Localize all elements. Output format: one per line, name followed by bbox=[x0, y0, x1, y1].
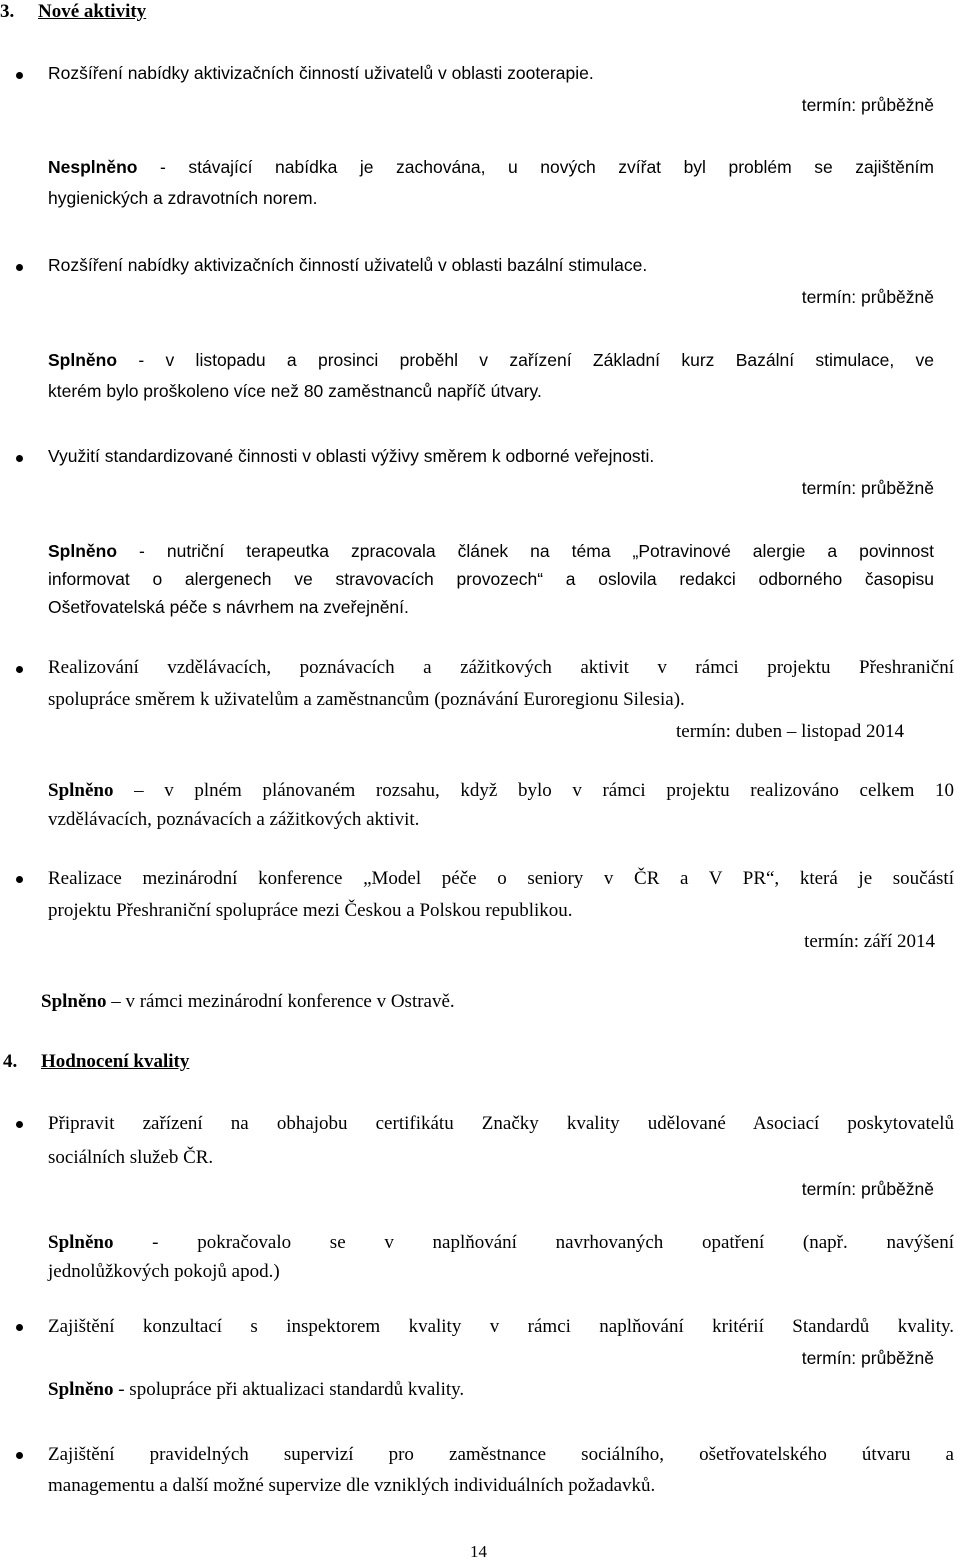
result-text: - nutriční terapeutka zpracovala článek na téma „Potravinové alergie a povinnost bbox=[117, 541, 934, 561]
item-deadline: termín: průběžně bbox=[801, 478, 934, 498]
result-text: – v plném plánovaném rozsahu, když bylo v rámci projektu realizováno celkem 10 bbox=[113, 780, 954, 801]
section-number: 3. bbox=[0, 1, 15, 22]
bullet-icon bbox=[16, 1121, 23, 1128]
section-3-heading bbox=[0, 2, 146, 21]
item-deadline: termín: září 2014 bbox=[804, 931, 935, 952]
item-result bbox=[48, 781, 954, 800]
status-label: Splněno bbox=[48, 541, 118, 561]
item-text-cont: managementu a další možné supervize dle vzniklých individuálních požadavků. bbox=[48, 1475, 656, 1496]
item-deadline: termín: průběžně bbox=[801, 1179, 934, 1199]
item-deadline: termín: duben – listopad 2014 bbox=[676, 721, 904, 742]
item-text: Připravit zařízení na obhajobu certifikátu Značky kvality udělované Asociací poskytovatelů bbox=[48, 1113, 954, 1134]
section-number: 4. bbox=[3, 1051, 18, 1072]
item-result-cont: kterém bylo proškoleno více než 80 zaměstnanců napříč útvary. bbox=[48, 381, 542, 401]
item-result-cont: vzdělávacích, poznávacích a zážitkových aktivit. bbox=[48, 809, 420, 830]
item-result bbox=[48, 159, 934, 177]
item-deadline: termín: průběžně bbox=[801, 287, 934, 307]
item-text-cont: spolupráce směrem k uživatelům a zaměstnancům (poznávání Euroregionu Silesia). bbox=[48, 689, 685, 710]
section-title: Hodnocení kvality bbox=[41, 1051, 190, 1072]
bullet-icon bbox=[16, 1324, 23, 1331]
status-label: Nesplněno bbox=[48, 157, 138, 177]
item-result-cont: hygienických a zdravotních norem. bbox=[48, 188, 318, 208]
bullet-icon bbox=[16, 876, 23, 883]
item-text: Rozšíření nabídky aktivizačních činností uživatelů v oblasti bazální stimulace. bbox=[48, 255, 648, 275]
result-text: - pokračovalo se v naplňování navrhovaných opatření (např. navýšení bbox=[113, 1232, 954, 1253]
result-text: - spolupráce při aktualizaci standardů kvality. bbox=[113, 1379, 465, 1400]
item-text: Rozšíření nabídky aktivizačních činností uživatelů v oblasti zooterapie. bbox=[48, 63, 594, 83]
page-number: 14 bbox=[470, 1542, 487, 1561]
status-label: Splněno bbox=[48, 1232, 114, 1253]
item-result bbox=[41, 992, 455, 1011]
item-text: Realizování vzdělávacích, poznávacích a zážitkových aktivit v rámci projektu Přeshraniční bbox=[48, 657, 954, 678]
item-result-cont: informovat o alergenech ve stravovacích provozech“ a oslovila redakci odborného časopisu bbox=[48, 569, 934, 589]
item-text: Zajištění pravidelných supervizí pro zaměstnance sociálního, ošetřovatelského útvaru a bbox=[48, 1444, 954, 1465]
item-text: Realizace mezinárodní konference „Model péče o seniory v ČR a V PR“, která je součástí bbox=[48, 868, 954, 889]
item-text-cont: projektu Přeshraniční spolupráce mezi Českou a Polskou republikou. bbox=[48, 900, 573, 921]
result-text: – v rámci mezinárodní konference v Ostravě. bbox=[106, 991, 455, 1012]
item-text: Využití standardizované činnosti v oblasti výživy směrem k odborné veřejnosti. bbox=[48, 446, 655, 466]
status-label: Splněno bbox=[41, 991, 107, 1012]
section-title: Nové aktivity bbox=[38, 1, 147, 22]
bullet-icon bbox=[16, 1452, 23, 1459]
item-result-cont: Ošetřovatelská péče s návrhem na zveřejnění. bbox=[48, 597, 409, 617]
item-deadline: termín: průběžně bbox=[801, 95, 934, 115]
item-result bbox=[48, 543, 934, 561]
result-text: - stávající nabídka je zachována, u nových zvířat byl problém se zajištěním bbox=[137, 157, 934, 177]
item-deadline: termín: průběžně bbox=[801, 1348, 934, 1368]
status-label: Splněno bbox=[48, 1379, 114, 1400]
item-result-cont: jednolůžkových pokojů apod.) bbox=[48, 1261, 280, 1282]
status-label: Splněno bbox=[48, 780, 114, 801]
status-label: Splněno bbox=[48, 350, 118, 370]
item-text-cont: sociálních služeb ČR. bbox=[48, 1147, 214, 1168]
bullet-icon bbox=[16, 264, 23, 271]
result-text: - v listopadu a prosinci proběhl v zařízení Základní kurz Bazální stimulace, ve bbox=[117, 350, 934, 370]
item-text: Zajištění konzultací s inspektorem kvality v rámci naplňování kritérií Standardů kvality. bbox=[48, 1316, 954, 1337]
item-result bbox=[48, 1380, 464, 1399]
bullet-icon bbox=[16, 72, 23, 79]
bullet-icon bbox=[16, 666, 23, 673]
item-result bbox=[48, 352, 934, 370]
section-4-heading bbox=[3, 1052, 189, 1071]
bullet-icon bbox=[16, 455, 23, 462]
item-result bbox=[48, 1233, 954, 1252]
